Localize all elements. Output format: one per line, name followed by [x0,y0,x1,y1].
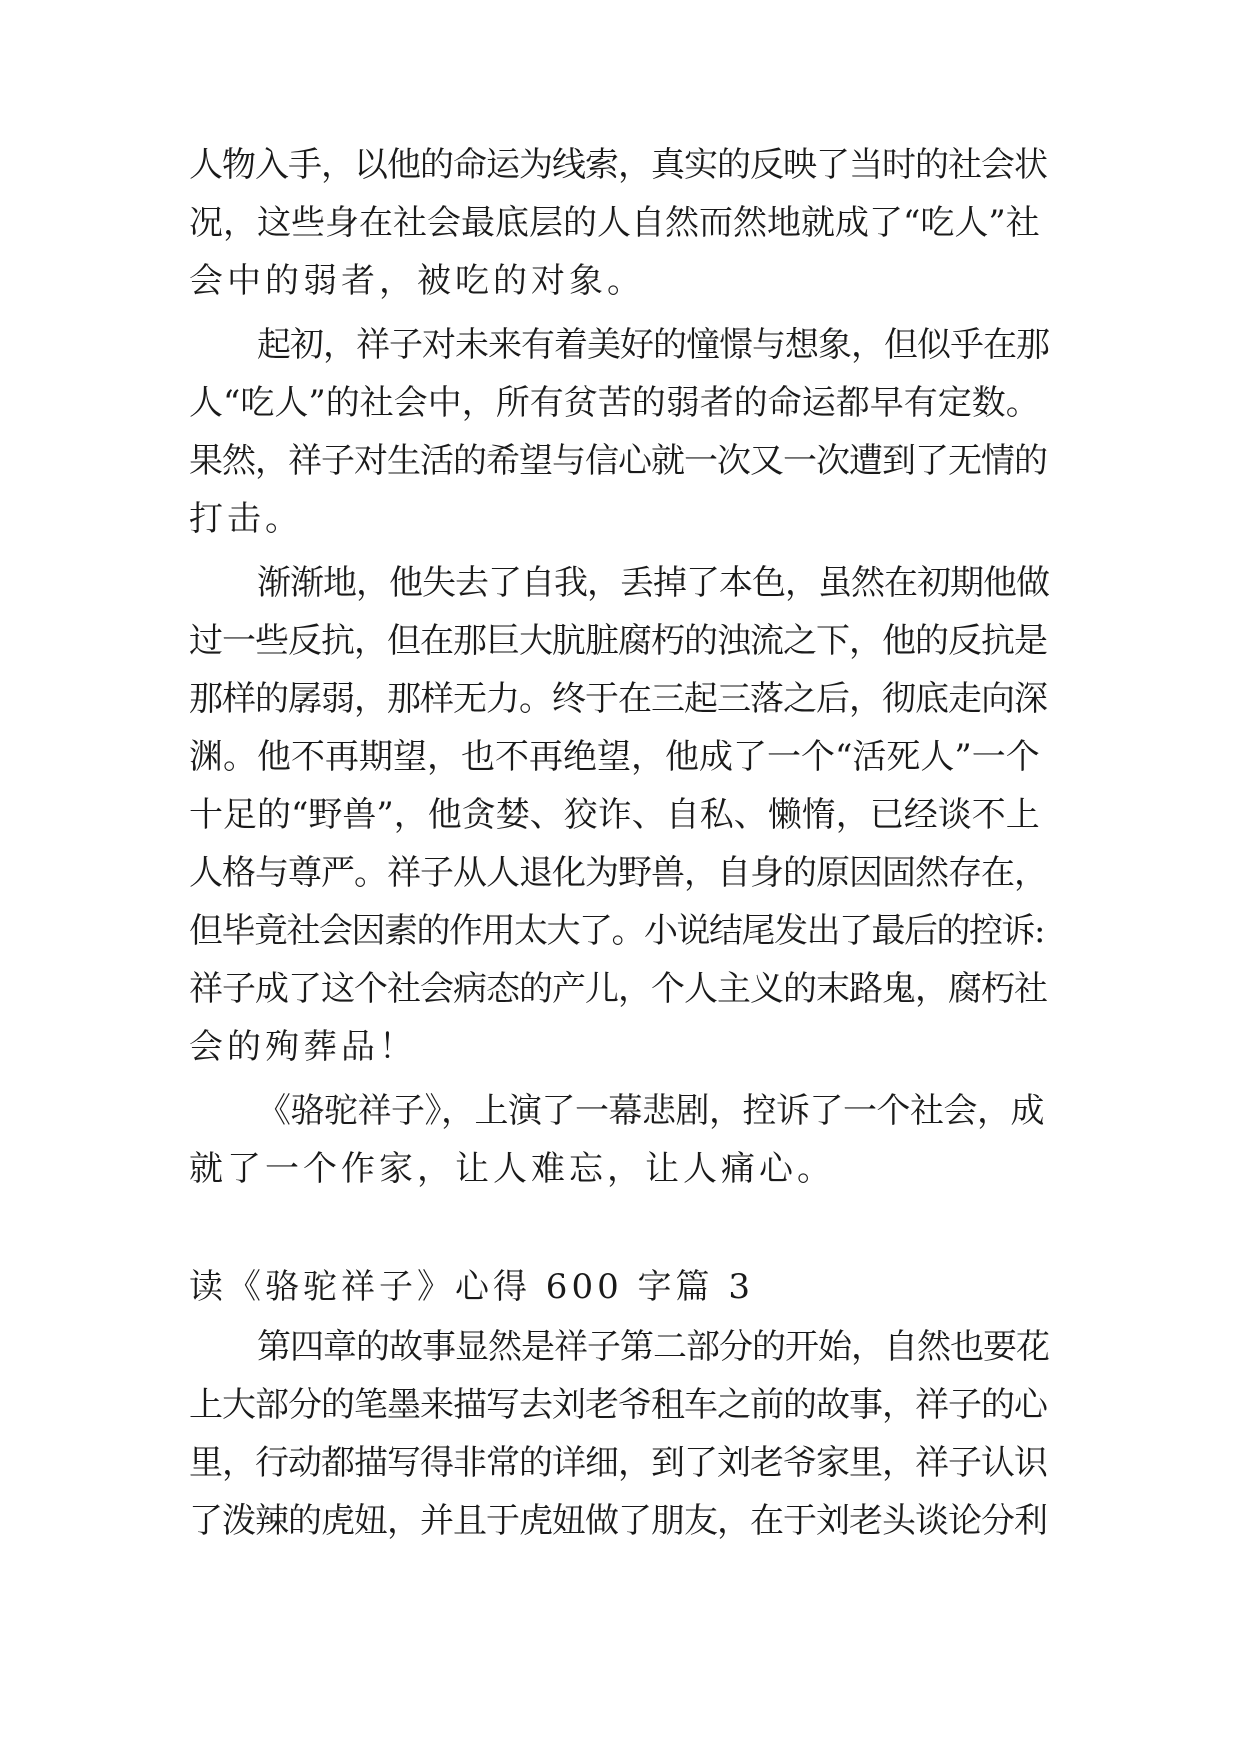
text-line: 打击。 [189,499,303,539]
text-line: 渐渐地，他失去了自我，丢掉了本色，虽然在初期他做 [257,563,1049,603]
text-line: 十足的“野兽”，他贪婪、狡诈、自私、懒惰，已经谈不上 [189,795,1040,835]
text-line: 了泼辣的虎妞，并且于虎妞做了朋友，在于刘老头谈论分利 [189,1501,1047,1541]
text-line: 里，行动都描写得非常的详细，到了刘老爷家里，祥子认识 [189,1443,1047,1483]
text-line: 会的殉葬品！ [189,1027,417,1067]
text-line: 起初，祥子对未来有着美好的憧憬与想象，但似乎在那 [257,325,1049,365]
text-line: 但毕竟社会因素的作用太大了。小说结尾发出了最后的控诉: [189,911,1044,951]
text-line: 上大部分的笔墨来描写去刘老爷租车之前的故事，祥子的心 [189,1385,1047,1425]
text-line: 人物入手，以他的命运为线索，真实的反映了当时的社会状 [189,145,1047,185]
section-heading: 读《骆驼祥子》心得 600 字篇 3 [189,1267,754,1307]
text-line: 人格与尊严。祥子从人退化为野兽，自身的原因固然存在， [189,853,1047,893]
text-line: 果然，祥子对生活的希望与信心就一次又一次遭到了无情的 [189,441,1047,481]
text-line: 人“吃人”的社会中，所有贫苦的弱者的命运都早有定数。 [189,383,1040,423]
text-line: 渊。他不再期望，也不再绝望，他成了一个“活死人”一个 [189,737,1040,777]
text-line: 就了一个作家，让人难忘，让人痛心。 [189,1149,835,1189]
text-line: 那样的孱弱，那样无力。终于在三起三落之后，彻底走向深 [189,679,1047,719]
text-line: 第四章的故事显然是祥子第二部分的开始，自然也要花 [257,1327,1049,1367]
text-line: 会中的弱者，被吃的对象。 [189,261,645,301]
text-line: 过一些反抗，但在那巨大肮脏腐朽的浊流之下，他的反抗是 [189,621,1047,661]
text-line: 《骆驼祥子》，上演了一幕悲剧，控诉了一个社会，成 [257,1091,1044,1131]
text-line: 况，这些身在社会最底层的人自然而然地就成了“吃人”社 [189,203,1040,243]
text-line: 祥子成了这个社会病态的产儿，个人主义的末路鬼，腐朽社 [189,969,1047,1009]
